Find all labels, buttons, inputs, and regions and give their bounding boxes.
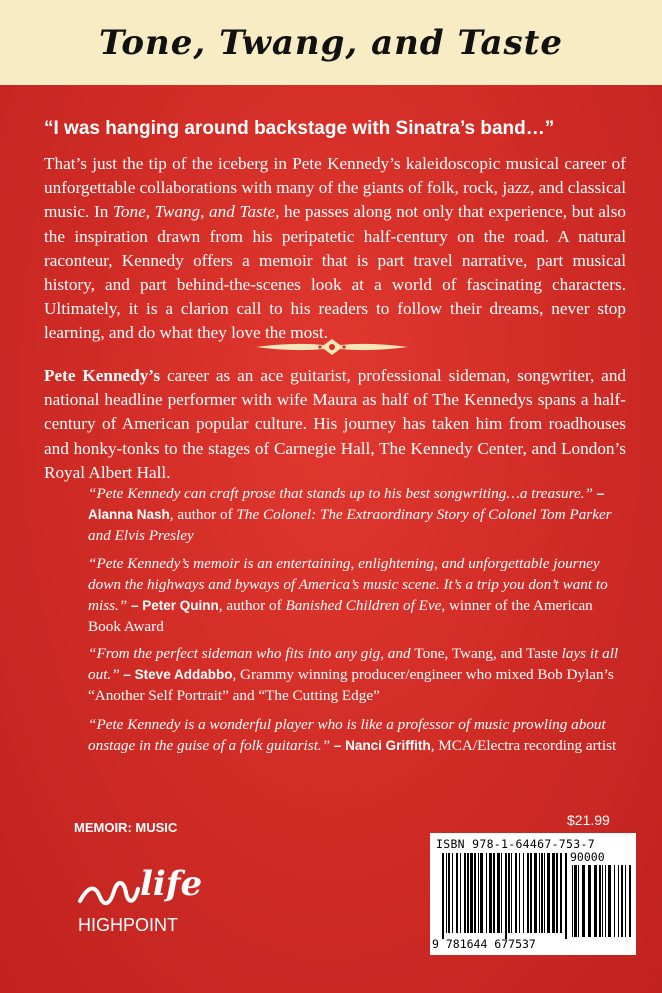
blurb-text-end: lays it all out.” xyxy=(88,645,619,683)
barcode-addon-number: 90000 xyxy=(570,850,605,864)
blurb-quote xyxy=(88,553,628,637)
banner-title: Tone, Twang, and Taste xyxy=(98,22,564,63)
author-bio-text: career as an ace guitarist, professional sideman, songwriter, and national headline performer with wife Maura as half of The Kennedys spans a half-century of American popular culture. His journey has taken him from roadhouses and honky-tonks to the stages of Carnegie Hall, The Kennedy Center, and London’s Royal Albert Hall. xyxy=(44,366,627,482)
blurb-award: , winner of the American Book Award xyxy=(88,597,593,635)
blurb-text: “From the perfect sideman who fits into any gig, and xyxy=(88,645,415,662)
ornament-divider-icon xyxy=(254,334,410,360)
blurb-quote xyxy=(88,483,628,546)
publisher-name: HIGHPOINT xyxy=(78,915,179,935)
isbn-label: ISBN 978-1-64467-753-7 xyxy=(436,837,595,851)
blurb-dash: – xyxy=(119,667,135,682)
blurb-author: Nanci Griffith xyxy=(345,738,431,753)
blurb-quote xyxy=(88,643,628,706)
blurb-book-title: Tone, Twang, and Taste xyxy=(414,645,558,662)
barcode-digits: 9 781644 677537 xyxy=(432,937,536,951)
blurb-dash: – xyxy=(127,598,143,613)
title-banner xyxy=(0,0,662,85)
blurb-author-desc: , MCA/Electra recording artist xyxy=(430,737,617,754)
blurb-author: Steve Addabbo xyxy=(134,667,233,682)
publisher-script: life xyxy=(140,864,203,904)
blurb-author-desc: , author of xyxy=(169,506,237,523)
blurb-work: Banished Children of Eve xyxy=(285,597,442,614)
price-label: $21.99 xyxy=(567,812,610,828)
blurb-quote xyxy=(88,714,628,756)
blurb-dash: – xyxy=(330,738,346,753)
author-name: Pete Kennedy’s xyxy=(44,366,161,385)
description-paragraph xyxy=(44,152,626,346)
blurb-text: “Pete Kennedy can craft prose that stands up to his best songwriting…a treasure.” xyxy=(88,485,593,502)
headline-quote: “I was hanging around backstage with Sinatra’s band…” xyxy=(44,118,555,139)
blurb-author-desc: , Grammy winning producer/engineer who mixed Bob Dylan’s “Another Self Portrait” and “The Cutting Edge” xyxy=(88,666,614,704)
blurb-author: Peter Quinn xyxy=(142,598,219,613)
blurb-work: The Colonel: The Extraordinary Story of Colonel Tom Parker and Elvis Presley xyxy=(88,506,612,544)
blurb-author: Alanna Nash xyxy=(88,507,170,522)
blurb-dash: – xyxy=(592,486,605,501)
book-title-italic: Tone, Twang, and Taste xyxy=(112,202,276,222)
description-text-b: , he passes along not only that experience, but also the inspiration drawn from his peripatetic half-century on the road. A natural raconteur, Kennedy offers a memoir that is part travel narrative, part musical history, and part behind-the-scenes look at a world of fascinating characters. Ultimately, it is a clarion call to his readers to follow their dreams, never stop learning, and do what they love the most. xyxy=(44,202,626,343)
category-label: MEMOIR: MUSIC xyxy=(74,820,178,835)
isbn-barcode xyxy=(430,833,636,955)
blurb-text: “Pete Kennedy is a wonderful player who is like a professor of music prowling about onstage in the guise of a folk guitarist.” xyxy=(88,716,606,754)
blurb-author-desc: , author of xyxy=(218,597,286,614)
publisher-logo xyxy=(74,853,204,939)
blurb-text: “Pete Kennedy’s memoir is an entertaining, enlightening, and unforgettable journey down the highways and byways of America’s music scene. It’s a trip you don’t want to miss.” xyxy=(88,555,608,614)
description-text-a: That’s just the tip of the iceberg in Pete Kennedy’s kaleidoscopic musical career of unforgettable collaborations with many of the giants of folk, rock, jazz, and classical music. In xyxy=(44,154,626,222)
author-bio-paragraph xyxy=(44,364,626,485)
